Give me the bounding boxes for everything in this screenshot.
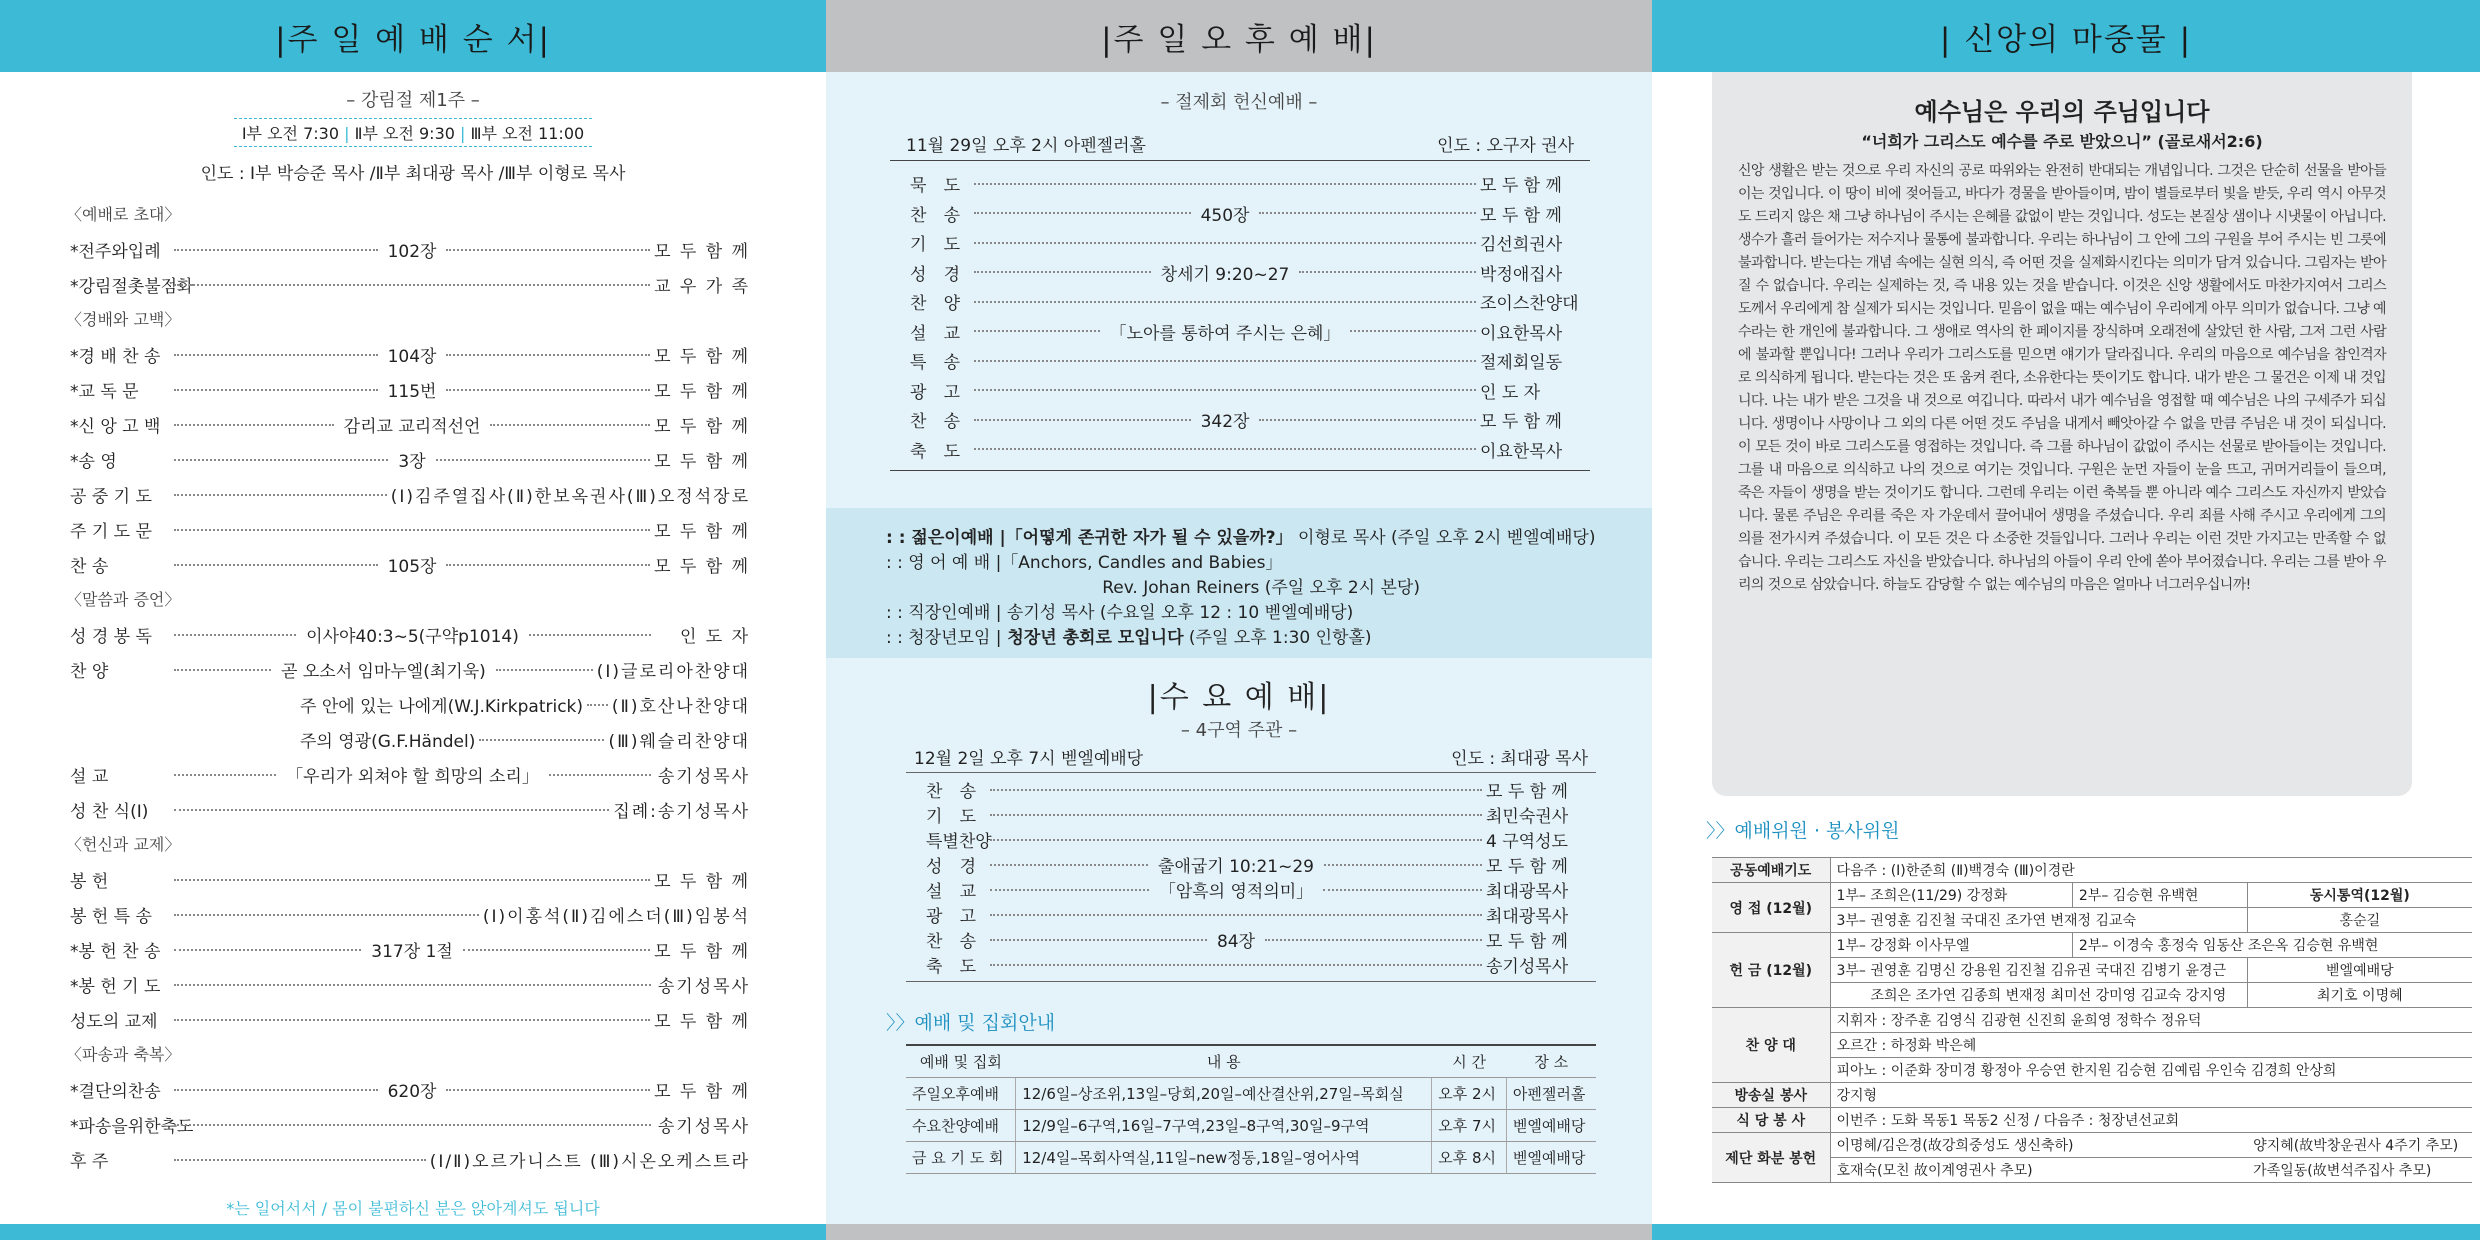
item-detail: 620장: [387, 1082, 437, 1102]
section-heading: 〈파송과 축복〉: [66, 1045, 181, 1064]
table-row: 조희은 조가연 김종희 변재정 최미선 강미영 김교숙 강지영 최기호 이명혜: [1712, 983, 2472, 1008]
wednesday-date: 12월 2일 오후 7시 벧엘예배당: [914, 748, 1144, 769]
item-label: 찬 양: [70, 662, 109, 682]
order-row: [70, 547, 750, 582]
item-label-a: 광: [910, 382, 927, 403]
item-detail: 342장: [1200, 412, 1250, 433]
item-label-a: 설: [926, 882, 943, 902]
item-label-a: 묵: [910, 176, 927, 197]
item-label-a: 찬: [926, 932, 943, 952]
time-1: Ⅰ부 오전 7:30: [241, 124, 340, 143]
item-detail: 감리교 교리적선언: [343, 417, 481, 437]
column-header: |주 일 예 배 순 서|: [0, 0, 826, 72]
devotion-title: 예수님은 우리의 주님입니다: [1914, 98, 2210, 126]
item-label-b: 고: [943, 382, 960, 403]
item-performer: 김선희권사: [1480, 235, 1563, 256]
col-header: 예배 및 집회: [906, 1045, 1016, 1077]
schedule-table: [906, 1044, 1596, 1174]
item-performer: 교 우 가 족: [654, 277, 750, 297]
item-detail: 317장 1절: [371, 942, 453, 962]
column-header: |주 일 오 후 예 배|: [826, 0, 1652, 72]
item-performer: (Ⅱ)호산나찬양대: [611, 697, 750, 717]
roles-title: 〉〉예배위원 · 봉사위원: [1706, 820, 1900, 842]
order-row: [70, 617, 750, 652]
item-label-a: 성: [910, 264, 927, 285]
youth-service: : : 젊은이예배 |「어떻게 존귀한 자가 될 수 있을까?」: [886, 528, 1293, 548]
order-row: [70, 337, 750, 372]
order-row: [70, 792, 750, 827]
item-title: 주 안에 있는 나에게(W.J.Kirkpatrick): [300, 697, 584, 717]
item-detail: 3장: [398, 452, 426, 472]
item-performer: (Ⅰ)이홍석(Ⅱ)김에스더(Ⅲ)임봉석: [482, 907, 750, 927]
standing-note: *는 일어서서 / 몸이 불편하신 분은 앉아계셔도 됩니다: [226, 1199, 600, 1218]
table-row: 금 요 기 도 회 12/4일–목회사역실,11일–new정동,18일–영어사역 오후 8시 벧엘예배당: [906, 1141, 1596, 1173]
item-performer: 절제회일동: [1480, 353, 1563, 374]
item-detail: 「노아를 통하여 주시는 은혜」: [1109, 323, 1341, 344]
order-row: [890, 317, 1590, 347]
item-detail: 출애굽기 10:21~29: [1158, 857, 1314, 877]
item-performer: 모 두 함 께: [654, 557, 750, 577]
item-performer: 인 도 자: [1480, 382, 1541, 403]
order-row: [70, 267, 750, 302]
order-row: [70, 1072, 750, 1107]
order-row: [890, 228, 1590, 258]
item-detail: 창세기 9:20~27: [1160, 264, 1290, 285]
order-row: [906, 802, 1596, 827]
subtitle: – 절제회 헌신예배 –: [1160, 92, 1318, 113]
table-row: 3부– 권영훈 김명신 강용원 김진철 김유권 국대진 김병기 윤경근 벧엘예배당: [1712, 958, 2472, 983]
order-row: [70, 932, 750, 967]
item-label: 설 교: [70, 767, 109, 787]
order-row: [906, 777, 1596, 802]
item-label: *신 앙 고 백: [70, 417, 161, 437]
item-performer: 모 두 함 께: [654, 347, 750, 367]
item-label-b: 송: [943, 412, 960, 433]
col-header: 내 용: [1016, 1045, 1432, 1077]
footer-bar: [826, 1224, 1652, 1240]
order-row: [70, 652, 750, 687]
item-performer: 송기성목사: [1486, 957, 1569, 977]
table-row: 방송실 봉사 강지형: [1712, 1083, 2472, 1108]
item-performer: 모 두 함 께: [1480, 412, 1562, 433]
item-performer: 송기성목사: [657, 977, 750, 997]
item-label-b: 고: [959, 907, 976, 927]
schedule-title: 〉〉예배 및 집회안내: [886, 1012, 1056, 1034]
item-label-b: 교: [943, 323, 960, 344]
item-label: 봉 헌 특 송: [70, 907, 152, 927]
item-label-b: 송: [959, 932, 976, 952]
time-2: Ⅱ부 오전 9:30: [354, 124, 455, 143]
item-performer: 모 두 함 께: [1486, 782, 1568, 802]
item-performer: (Ⅲ)웨슬리찬양대: [608, 732, 750, 752]
item-label-a: 광: [926, 907, 943, 927]
footer-bar: [1652, 1224, 2480, 1240]
item-performer: 박정애집사: [1480, 264, 1563, 285]
order-row: [70, 372, 750, 407]
table-row: 식 당 봉 사 이번주 : 도화 목동1 목동2 신정 / 다음주 : 청장년선교회: [1712, 1108, 2472, 1133]
item-label-a: 설: [910, 323, 927, 344]
order-row: [70, 722, 750, 757]
item-label-b: 도: [959, 807, 976, 827]
item-label: *강림절촛불점화: [70, 277, 194, 297]
item-label-b: 도: [943, 176, 960, 197]
item-label: 주 기 도 문: [70, 522, 152, 542]
table-row: 호재숙(모친 故이계영권사 추모) 가족일동(故변석주집사 추모): [1712, 1158, 2472, 1183]
order-row: [906, 952, 1596, 977]
afternoon-order: [890, 161, 1590, 470]
table-row: 3부– 권영훈 김진철 국대진 조가연 변재정 김교숙 홍순길: [1712, 908, 2472, 933]
item-performer: 모 두 함 께: [1486, 932, 1568, 952]
item-performer: 모 두 함 께: [654, 242, 750, 262]
item-performer: 최민숙권사: [1486, 807, 1569, 827]
afternoon-service: [890, 126, 1590, 471]
item-performer: 모 두 함 께: [1486, 857, 1568, 877]
table-row: 헌 금 (12월) 1부– 강정화 이사무엘 2부– 이경숙 홍정숙 임동산 조은옥 김승현 유백현: [1712, 933, 2472, 958]
order-row: [70, 232, 750, 267]
item-label-b: 교: [959, 882, 976, 902]
section-heading: 〈말씀과 증언〉: [66, 590, 181, 609]
order-row: [70, 512, 750, 547]
item-detail: 84장: [1216, 932, 1256, 952]
item-performer: 모 두 함 께: [654, 942, 751, 962]
service-date: 11월 29일 오후 2시 아펜젤러홀: [906, 135, 1146, 156]
item-performer: 4 구역성도: [1486, 832, 1568, 852]
item-label-a: 축: [926, 957, 943, 977]
item-detail: 곧 오소서 임마누엘(최기욱): [281, 662, 486, 682]
afternoon-worship-column: [826, 0, 1652, 1240]
order-row: [70, 1142, 750, 1177]
order-list: [66, 197, 751, 1177]
item-label-a: 기: [926, 807, 943, 827]
wednesday-title: |수 요 예 배|: [1147, 680, 1331, 715]
item-performer: (Ⅰ)글로리아찬양대: [596, 662, 751, 682]
table-row: 오르간 : 하정화 박은혜: [1712, 1033, 2472, 1058]
item-label-b: 양: [943, 294, 960, 315]
order-row: [70, 687, 750, 722]
item-performer: 모 두 함 께: [654, 452, 750, 472]
item-performer: 모 두 함 께: [654, 382, 750, 402]
table-row: 찬 양 대 지휘자 : 장주훈 김영식 김광현 신진희 윤희영 정학수 정유덕: [1712, 1008, 2472, 1033]
item-detail: 104장: [387, 347, 437, 367]
adult-meeting: : : 청장년모임 |: [886, 628, 1002, 648]
item-performer: 최대광목사: [1486, 907, 1569, 927]
item-performer: 집례:송기성목사: [613, 802, 750, 822]
order-row: [906, 827, 1596, 852]
item-label: 성 경 봉 독: [70, 627, 152, 647]
item-performer: 이요한목사: [1480, 323, 1563, 344]
table-row: 수요찬양예배 12/9일–6구역,16일–7구역,23일–8구역,30일–9구역 오후 7시 벧엘예배당: [906, 1109, 1596, 1141]
time-3: Ⅲ부 오전 11:00: [470, 124, 585, 143]
order-row: [70, 897, 750, 932]
item-label: *파송을위한축도: [70, 1117, 194, 1137]
item-label: *전주와입례: [70, 242, 161, 262]
order-row: [70, 477, 750, 512]
item-label: 찬 송: [70, 557, 109, 577]
item-detail: 115번: [387, 382, 437, 402]
wednesday-order: [906, 773, 1596, 981]
item-detail: 102장: [387, 242, 437, 262]
item-label-b: 송: [943, 205, 960, 226]
item-label-a: 특: [910, 353, 927, 374]
item-performer: 조이스찬양대: [1480, 294, 1579, 315]
table-row: 피아노 : 이준화 장미경 황정아 우승연 한지원 김승현 김예림 우인숙 김경희 안상희: [1712, 1058, 2472, 1083]
item-performer: 모 두 함 께: [654, 1012, 750, 1032]
order-row: [890, 258, 1590, 288]
order-of-worship-column: [0, 0, 826, 1240]
item-label-a: 찬: [910, 294, 927, 315]
order-row: [70, 1107, 750, 1142]
wednesday-subtitle: – 4구역 주관 –: [1180, 720, 1298, 741]
item-label-a: 축: [910, 441, 927, 462]
order-row: [890, 435, 1590, 465]
devotion-body: 신앙 생활은 받는 것으로 우리 자신의 공로 따위와는 완전히 반대되는 개념입니다. 그것은 단순히 선물을 받아들이는 것입니다. 이 땅이 비에 젖어들고, 바다가 경물을 받아들이며, 밤이 별들로부터 빛을 받듯, 우리 역시 아무것도 드리지 않은 채 그냥 하나님이 주시는 은혜를 값없이 받는 것입니다. 성도는 본질상 샘이나 시냇물이 아닙니다. 생수가 흘러 들어가는 저수지나 물통에 불과합니다. 우리는 하나님이 그 안에 그의 구원을 부어 주시는 빈 그릇에 불과합니다. 받는다는 개념 속에는 실현 의식, 즉 어떤 것을 실제화시킨다는 의미가 담겨 있습니다. 그림자는 받아질 수 없습니다. 우리는 실제하는 것, 즉 내용 있는 것을 받습니다. 이것은 신앙 생활에서도 마찬가지여서 그리스도께서 우리에게 참 실제가 되시는 것입니다. 믿음이 없을 때는 예수님이 우리에게 아무 의미가 없습니다. 그냥 예수라는 한 개인에 불과합니다. 그 생애로 역사의 한 페이지를 장식하며 오래전에 살았던 한 사람, 그저 그런 사람에 불과할 뿐입니다! 그러나 우리가 그리스도를 믿으면 얘기가 달라집니다. 우리의 마음으로 예수님을 참인격자로 의식하게 됩니다. 받는다는 것은 또 움켜 쥔다, 소유한다는 뜻이기도 합니다. 내가 받은 그 물건은 이제 내 것입니다. 나는 내가 받은 그것을 내 것으로 여깁니다. 따라서 내가 예수님을 영접할 때 예수님은 나의 구세주가 되십니다. 생명이나 사망이나 그 외의 다른 어떤 것도 주님을 내게서 빼앗아갈 수 없을 만큼 주님은 내 것이 되십니다. 이 모든 것이 바로 그리스도를 영접하는 것입니다. 즉 그를 하나님이 값없이 주시는 선물로 받아들이는 것입니다. 그를 내 마음으로 의식하고 나의 것으로 여기는 것입니다. 구원은 눈먼 자들이 눈을 뜨고, 귀머거리들이 들으며, 죽은 자들이 생명을 받는 것이기도 합니다. 그런데 우리는 이런 축복들 뿐 아니라 예수 그리스도 자신까지 받았습니다. 물론 주님은 우리를 죽은 자 가운데서 끌어내어 생명을 주셨습니다. 우리 죄를 사해 주시고 우리에게 그의 의를 전가시켜 주셨습니다. 이 모든 것은 다 소중한 것들입니다. 그러나 우리는 이런 것만 가지고는 만족할 수 없습니다. 우리는 그리스도 자신을 받았습니다. 하나님의 아들이 우리 안에 쏟아 부어졌습니다. 우리는 그를 받아 우리의 것으로 삼았습니다. 하늘도 감당할 수 없는 예수님의 마음은 얼마나 너그러우십니까!: [1738, 163, 2386, 593]
order-row: [890, 405, 1590, 435]
wednesday-leader: 인도 : 최대광 목사: [1451, 748, 1588, 769]
table-row: 공동예배기도 다음주 : (Ⅰ)한준희 (Ⅱ)백경숙 (Ⅲ)이경란: [1712, 858, 2472, 883]
item-performer: 모 두 함 께: [654, 522, 750, 542]
item-performer: 송기성목사: [657, 1117, 750, 1137]
item-label-a: 성: [926, 857, 943, 877]
item-performer: 송기성목사: [657, 767, 750, 787]
item-label: 성도의 교제: [70, 1012, 158, 1032]
item-performer: 최대광목사: [1486, 882, 1569, 902]
item-label-a: 찬: [926, 782, 943, 802]
section-heading: 〈헌신과 교제〉: [66, 835, 181, 854]
item-label-a: 찬: [910, 205, 927, 226]
order-row: [70, 967, 750, 1002]
section-heading: 〈예배로 초대〉: [66, 205, 181, 224]
item-label-b: 경: [943, 264, 960, 285]
col-header: 장 소: [1506, 1045, 1596, 1077]
item-label: *봉 헌 기 도: [70, 977, 161, 997]
order-row: [890, 169, 1590, 199]
order-row: [70, 442, 750, 477]
order-row: [890, 199, 1590, 229]
item-label-b: 송: [943, 353, 960, 374]
item-performer: (Ⅰ/Ⅱ)오르가니스트 (Ⅲ)시온오케스트라: [429, 1152, 750, 1172]
item-performer: 인 도 자: [679, 627, 751, 647]
item-performer: 모 두 함 께: [1480, 205, 1562, 226]
item-label: *경 배 찬 송: [70, 347, 161, 367]
item-label-b: 송: [959, 782, 976, 802]
order-row: [890, 346, 1590, 376]
item-label-b: 도: [959, 957, 976, 977]
item-label: 봉 헌: [70, 872, 109, 892]
order-row: [906, 902, 1596, 927]
table-row: 주일오후예배 12/6일–상조위,13일–당회,20일–예산결산위,27일–목회실 오후 2시 아펜젤러홀: [906, 1077, 1596, 1109]
item-label-b: 도: [943, 235, 960, 256]
item-detail: 450장: [1200, 205, 1250, 226]
subtitle: – 강림절 제1주 –: [346, 90, 480, 111]
item-label-b: 도: [943, 441, 960, 462]
order-row: [906, 927, 1596, 952]
worker-service: : : 직장인예배 | 송기성 목사 (수요일 오후 12 : 10 벧엘예배당): [886, 603, 1354, 623]
item-detail: 이사야40:3~5(구약p1014): [306, 627, 519, 647]
item-detail: 105장: [387, 557, 437, 577]
devotion-column: [1652, 0, 2480, 1240]
item-label: 공 중 기 도: [70, 487, 152, 507]
order-row: [70, 407, 750, 442]
table-row: 제단 화분 봉헌 이명혜/김은경(故강희중성도 생신축하) 양지혜(故박창운권사 4주기 추모): [1712, 1133, 2472, 1158]
order-row: [70, 1002, 750, 1037]
devotion-verse: “너희가 그리스도 예수를 주로 받았으니” (골로새서2:6): [1861, 132, 2263, 151]
service-leader: 인도 : 오구자 권사: [1437, 135, 1574, 156]
item-performer: 모 두 함 께: [654, 1082, 750, 1102]
item-label: *교 독 문: [70, 382, 139, 402]
section-heading: 〈경배와 고백〉: [66, 310, 181, 329]
leaders: 인도 : Ⅰ부 박승준 목사 /Ⅱ부 최대광 목사 /Ⅲ부 이형로 목사: [200, 164, 626, 184]
devotion-box: [1712, 72, 2412, 796]
column-header: | 신앙의 마중물 |: [1652, 0, 2480, 72]
footer-bar: [0, 1224, 826, 1240]
item-detail: 「우리가 외쳐야 할 희망의 소리」: [286, 767, 539, 787]
item-performer: 이요한목사: [1480, 441, 1563, 462]
item-performer: 모 두 함 께: [654, 872, 750, 892]
item-performer: (Ⅰ)김주열집사(Ⅱ)한보옥권사(Ⅲ)오정석장로: [390, 487, 750, 507]
item-label-a: 특별찬양: [926, 832, 992, 852]
item-performer: 모 두 함 께: [1480, 176, 1562, 197]
col-header: 시 간: [1432, 1045, 1507, 1077]
order-row: [70, 757, 750, 792]
item-label: 후 주: [70, 1152, 109, 1172]
item-label: *결단의찬송: [70, 1082, 161, 1102]
table-row: 영 접 (12월) 1부– 조희은(11/29) 강정화 2부– 김승현 유백현 동시통역(12월): [1712, 883, 2472, 908]
item-label: *송 영: [70, 452, 117, 472]
item-label-a: 찬: [910, 412, 927, 433]
item-performer: 모 두 함 께: [654, 417, 750, 437]
other-services-band: : : 젊은이예배 |「어떻게 존귀한 자가 될 수 있을까?」 이형로 목사 (주일 오후 2시 벧엘예배당) : : 영 어 예 배 |「Anchors, Candles and Babies」 Rev. Johan Reiners (주일 오후 2시 본당) : : 직장인예배 | 송기성 목사 (수요일 오후 12 : 10 벧엘예배당) : : 청장년모임 | 청장년 총회로 모입니다 (주일 오후 1:30 인항홀): [826, 508, 1652, 658]
item-label: *봉 헌 찬 송: [70, 942, 161, 962]
order-row: [890, 287, 1590, 317]
roles-table: [1712, 857, 2472, 1183]
item-label-b: 경: [959, 857, 976, 877]
item-label: 성 찬 식(Ⅰ): [70, 802, 149, 822]
item-label-a: 기: [910, 235, 927, 256]
order-row: [906, 877, 1596, 902]
order-row: [906, 852, 1596, 877]
order-row: [890, 376, 1590, 406]
service-times: Ⅰ부 오전 7:30 | Ⅱ부 오전 9:30 | Ⅲ부 오전 11:00: [234, 118, 592, 147]
order-row: [70, 862, 750, 897]
item-detail: 「암흑의 영적의미」: [1158, 882, 1314, 902]
item-title: 주의 영광(G.F.Händel): [300, 732, 476, 752]
wednesday-service: [906, 740, 1596, 982]
english-service: : : 영 어 예 배 |「Anchors, Candles and Babies」: [886, 553, 1283, 573]
